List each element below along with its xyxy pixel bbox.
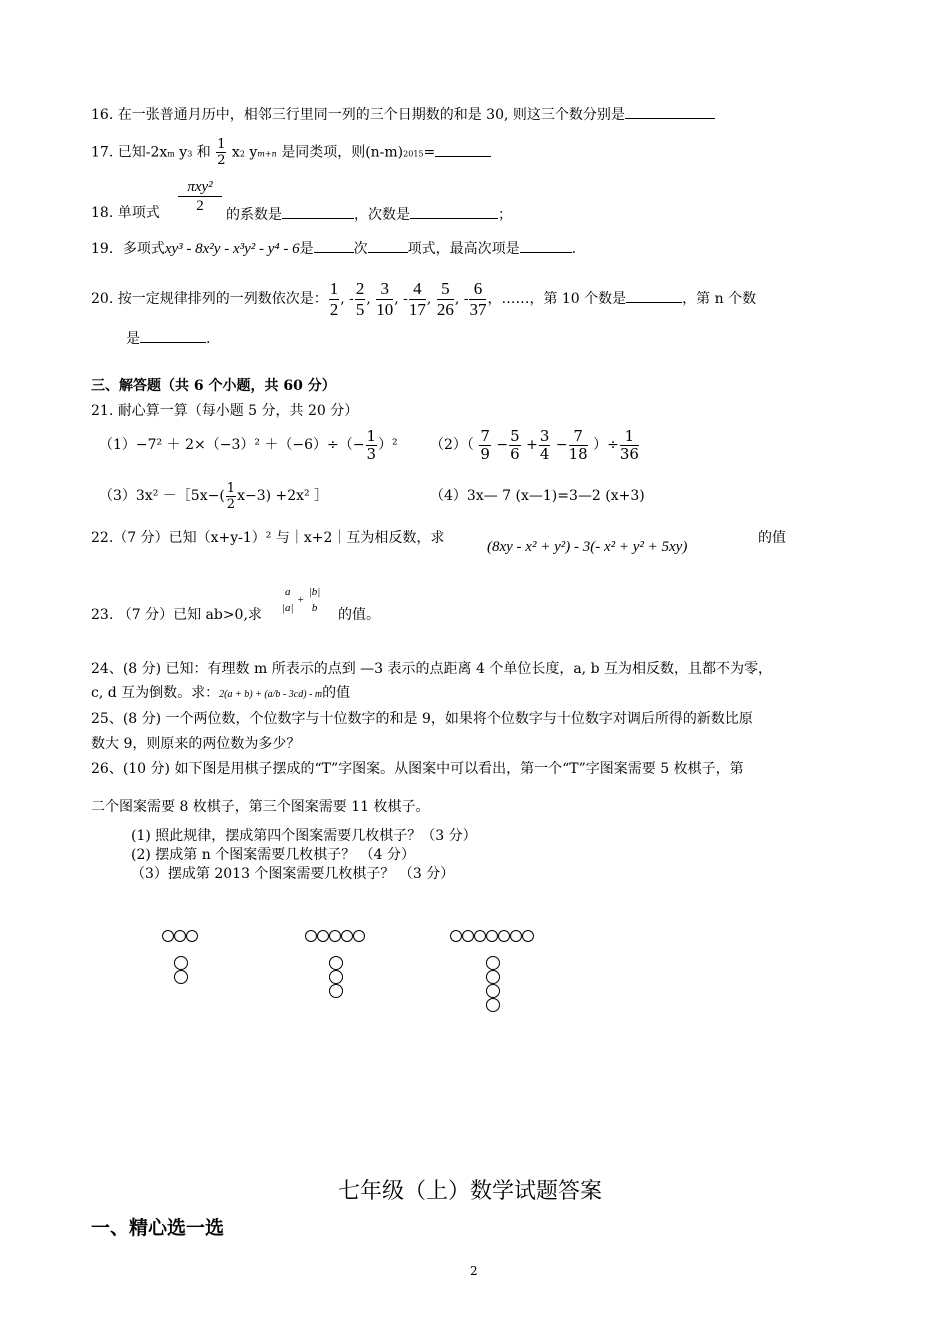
q21-p2-frac-4	[569, 428, 588, 463]
q23-frac-1	[282, 584, 294, 616]
question-20	[91, 278, 756, 320]
q20-sign: , -	[394, 291, 408, 307]
q21-p3-label: （3）	[99, 488, 136, 504]
q19-a: 是	[299, 241, 314, 257]
q20-fraction-num: 5	[437, 279, 454, 300]
q18-blank-1[interactable]	[282, 204, 354, 219]
chess-piece	[305, 930, 317, 942]
q17-exp-2: 2	[239, 149, 245, 159]
q20-fraction	[469, 279, 486, 320]
question-18	[91, 204, 160, 222]
chess-piece	[486, 970, 500, 984]
q19-d: .	[571, 241, 577, 257]
q21-p1-expr: −7² ＋ 2×（−3）² ＋（−6）÷（−	[135, 437, 365, 453]
q21-part-1	[99, 427, 398, 463]
q21-p1-fraction	[366, 428, 378, 463]
q19-expression: xy³ - 8x²y - x³y² - y⁴ - 6	[164, 241, 300, 257]
q18-post: ；	[498, 207, 512, 223]
q19-blank-3[interactable]	[520, 238, 572, 253]
q20-fraction	[376, 279, 393, 320]
q17-eq: =	[423, 144, 436, 161]
q20-fraction-num: 6	[469, 279, 486, 300]
chess-piece	[498, 930, 510, 942]
q21-p2-f4d: 18	[568, 444, 588, 463]
q21-p3-expr1: 3x² －［5x−(	[135, 488, 225, 504]
q21-p1-den: 3	[366, 444, 377, 463]
chess-piece	[162, 930, 174, 942]
q21-part-2	[430, 427, 640, 463]
q16-text: 16. 在一张普通月历中，相邻三行里同一列的三个日期数的和是 30, 则这三个数分别是	[91, 107, 625, 123]
q21-p2-f3d: 4	[539, 444, 550, 463]
chess-piece	[317, 930, 329, 942]
q21-p1-label: （1）	[99, 437, 136, 453]
q20-fraction-den: 10	[376, 299, 394, 319]
q20-sign: ,	[426, 291, 436, 307]
chess-piece	[486, 984, 500, 998]
chess-piece	[186, 930, 198, 942]
q18-frac-num: πxy²	[178, 178, 222, 197]
q21-p2-open: （	[466, 437, 474, 453]
q23-frac-2	[308, 584, 322, 616]
q17-post: 是同类项，则(n-m)	[276, 144, 404, 161]
q23-t2d: b	[311, 602, 318, 615]
q23-t1n: a	[285, 586, 291, 599]
q21-title: 21. 耐心算一算（每小题 5 分，共 20 分）	[91, 403, 359, 419]
q20-sign: ,	[366, 291, 376, 307]
q20-sign: , -	[340, 291, 354, 307]
q21-p3-fraction	[226, 481, 236, 512]
question-17	[91, 137, 491, 168]
q23-t1d: |a|	[282, 602, 294, 615]
q21-p2-op3: −	[555, 437, 568, 453]
q17-half-num: 1	[217, 137, 226, 152]
chess-piece	[486, 930, 498, 942]
q19-blank-1[interactable]	[314, 238, 354, 253]
chess-piece	[462, 930, 474, 942]
q20-blank-1[interactable]	[626, 288, 682, 303]
q17-and: 和	[192, 144, 211, 161]
q20-fraction	[329, 279, 340, 320]
q20-fraction-num: 4	[409, 279, 426, 300]
q20-post: ，……，第 10 个数是	[487, 291, 627, 307]
q21-p3-den: 2	[226, 496, 236, 512]
question-19	[91, 238, 576, 258]
q21-p1-num: 1	[366, 426, 377, 445]
q19-blank-2[interactable]	[368, 238, 408, 253]
q21-part-4	[430, 487, 645, 505]
q20-fraction-num: 2	[355, 278, 365, 298]
q21-p2-f5d: 36	[619, 444, 639, 463]
q17-x: x	[227, 144, 240, 161]
q21-p2-frac-3	[539, 428, 551, 463]
chess-piece	[474, 930, 486, 942]
q21-p4-expr: 3x— 7 (x—1)=3—2 (x+3)	[466, 488, 645, 504]
q21-p2-f1d: 9	[480, 444, 490, 463]
q21-p2-close: ）÷	[593, 437, 619, 453]
chess-piece	[522, 930, 534, 942]
q17-exp-2015: 2015	[403, 149, 424, 159]
chess-piece	[341, 930, 353, 942]
q17-exp-mn: m+n	[257, 149, 277, 159]
section-3-title: 三、解答题（共 6 个小题，共 60 分）	[91, 378, 336, 394]
q17-pre: 17. 已知-2x	[91, 144, 168, 161]
q21-p2-label: （2）	[430, 437, 467, 453]
q20-end: .	[206, 331, 211, 347]
q18-frac-den: 2	[196, 198, 204, 214]
chess-piece	[329, 930, 341, 942]
chess-piece	[510, 930, 522, 942]
q24-l2-post: 的值	[322, 685, 351, 701]
q21-p2-frac-1	[479, 428, 491, 463]
q26-sub-1: (1) 照此规律，摆成第四个图案需要几枚棋子？（3 分）	[131, 828, 477, 844]
q20-fraction-num: 3	[376, 279, 393, 300]
q19-c: 项式，最高次项是	[407, 241, 520, 257]
q21-p2-f1n: 7	[480, 426, 490, 445]
q24-line-1: 24、(8 分) 已知：有理数 m 所表示的点到 —3 表示的点距离 4 个单位长度，a, b 互为相反数，且都不为零，	[91, 661, 772, 677]
question-16	[91, 104, 715, 124]
q21-p3-expr2: x−3) +2x² ］	[237, 488, 329, 504]
q17-half-fraction	[216, 137, 226, 168]
q21-p2-f5n: 1	[620, 428, 639, 446]
question-22	[91, 529, 444, 547]
q20-fraction-den: 37	[469, 299, 487, 319]
question-23	[91, 606, 262, 624]
q20-fraction-den: 5	[355, 299, 365, 319]
q23-plus: +	[297, 594, 304, 606]
q20-fraction-den: 26	[436, 299, 454, 319]
q18-blank-2[interactable]	[410, 204, 498, 219]
q20-blank-2[interactable]	[140, 328, 206, 343]
q21-p2-op2: +	[526, 437, 538, 453]
q18-fraction	[178, 178, 222, 215]
answer-title: 七年级（上）数学试题答案	[338, 1179, 603, 1204]
q20-fraction	[355, 279, 366, 320]
q26-line-1: 26、(10 分) 如下图是用棋子摆成的“T”字图案。从图案中可以看出，第一个“T”字图案需要 5 枚棋子，第	[91, 761, 744, 777]
chess-piece	[486, 998, 500, 1012]
q20-fraction	[437, 279, 454, 320]
chess-piece	[174, 930, 186, 942]
chess-piece	[353, 930, 365, 942]
q26-sub-2: (2) 摆成第 n 个图案需要几枚棋子？ （4 分）	[131, 847, 416, 863]
chess-piece	[329, 984, 343, 998]
q20-sequence	[328, 278, 488, 319]
q19-b: 次	[353, 241, 368, 257]
q26-sub-3: （3）摆成第 2013 个图案需要几枚棋子？ （3 分）	[131, 866, 455, 882]
q24-l2-pre: c, d 互为倒数。求：	[91, 685, 220, 701]
q17-exp-m: m	[167, 149, 175, 159]
q25-line-1: 25、(8 分) 一个两位数，个位数字与十位数字的和是 9，如果将个位数字与十位数字对调后所得的新数比原	[91, 711, 753, 727]
q17-y2: y	[244, 144, 258, 161]
q18-mid2: ，次数是	[354, 207, 410, 223]
q21-p2-f2d: 6	[510, 444, 520, 463]
q18-pre: 18. 单项式	[91, 205, 160, 221]
q17-exp-3: 3	[187, 149, 193, 159]
q20-line2	[126, 328, 210, 348]
q24-line-2	[91, 684, 350, 704]
q21-p2-f3n: 3	[539, 426, 550, 445]
q22-pre: 22.（7 分）已知（x+y-1）² 与｜x+2｜互为相反数，求	[91, 530, 445, 546]
q20-sign: , -	[454, 291, 469, 307]
q21-p2-f4n: 7	[569, 428, 588, 446]
chess-piece	[486, 956, 500, 970]
chess-piece	[174, 970, 188, 984]
q23-expression	[281, 580, 322, 620]
q20-pre: 20. 按一定规律排列的一列数依次是：	[91, 291, 328, 307]
chess-piece	[450, 930, 462, 942]
q17-blank[interactable]	[435, 142, 491, 157]
q21-p2-f2n: 5	[510, 426, 520, 445]
q17-y: y	[174, 144, 188, 161]
q20-fraction	[409, 279, 426, 320]
chess-piece	[174, 956, 188, 970]
page-number: 2	[470, 1264, 478, 1278]
q20-line2-text: 是	[126, 331, 140, 347]
q20-fraction-den: 17	[408, 299, 426, 319]
q19-pre: 19．多项式	[91, 241, 165, 257]
q21-p3-num: 1	[226, 480, 236, 496]
chess-piece	[329, 970, 343, 984]
q17-half-den: 2	[217, 153, 226, 168]
q21-p4-label: （4）	[430, 488, 467, 504]
chess-piece	[329, 956, 343, 970]
q16-blank[interactable]	[625, 104, 715, 119]
q18-mid: 的系数是	[226, 207, 282, 223]
q20-post2: ，第 n 个数	[682, 291, 757, 307]
q21-p1-end: ）²	[378, 437, 398, 453]
q24-expression: 2(a + b) + (a/b - 3cd) - m	[219, 689, 323, 700]
q21-part-3	[99, 478, 328, 514]
q23-pre: 23. （7 分）已知 ab>0,求	[91, 607, 262, 623]
q23-post: 的值。	[338, 607, 380, 623]
q20-fraction-num: 1	[329, 278, 339, 298]
q22-expression: (8xy - x² + y²) - 3(- x² + y² + 5xy)	[487, 539, 688, 555]
q20-fraction-den: 2	[329, 299, 339, 319]
answer-section-1: 一、精心选一选	[91, 1217, 225, 1239]
q18-rest	[226, 204, 512, 224]
q26-line-2: 二个图案需要 8 枚棋子，第三个图案需要 11 枚棋子。	[91, 799, 430, 815]
q21-p2-frac-2	[509, 428, 521, 463]
q23-t2n: |b|	[308, 586, 321, 599]
q25-line-2: 数大 9，则原来的两位数为多少？	[91, 736, 301, 752]
q21-p2-op1: −	[496, 437, 509, 453]
q22-post: 的值	[758, 530, 786, 546]
q21-p2-frac-5	[620, 428, 639, 463]
